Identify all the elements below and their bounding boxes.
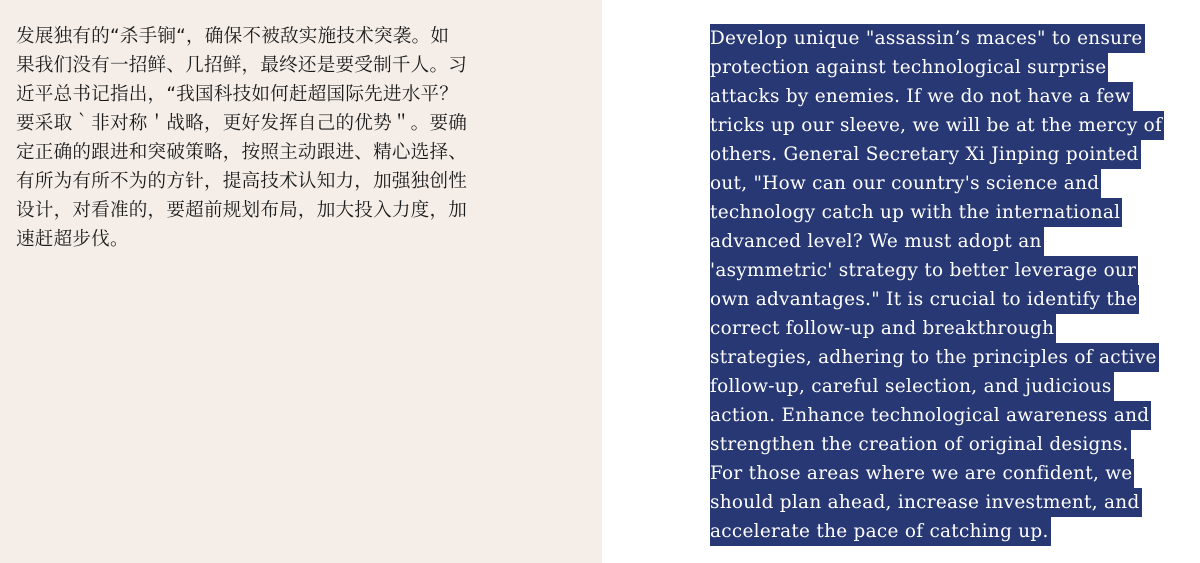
selected-text-line[interactable] — [710, 285, 1200, 314]
selected-text[interactable]: accelerate the pace of catching up. — [710, 517, 1051, 546]
selected-text-line[interactable] — [710, 343, 1200, 372]
selected-text-line[interactable] — [710, 24, 1200, 53]
source-text-line: 有所为有所不为的方针，提高技术认知力，加强独创性 — [16, 171, 468, 192]
source-text-line: 设计，对看准的，要超前规划布局，加大投入力度，加 — [16, 200, 468, 221]
selected-text-line[interactable] — [710, 256, 1200, 285]
selected-text-line[interactable] — [710, 169, 1200, 198]
selected-text[interactable]: tricks up our sleeve, we will be at the mercy of — [710, 111, 1164, 140]
source-text-line: 近平总书记指出，“我国科技如何赶超国际先进水平？ — [16, 84, 459, 105]
selected-text-line[interactable] — [710, 198, 1200, 227]
selected-text[interactable]: others. General Secretary Xi Jinping pointed — [710, 140, 1141, 169]
selected-text-line[interactable] — [710, 111, 1200, 140]
selected-text-line[interactable] — [710, 314, 1200, 343]
selected-text[interactable]: action. Enhance technological awareness and — [710, 401, 1151, 430]
translation-text-panel[interactable] — [602, 0, 1200, 563]
selected-text-line[interactable] — [710, 430, 1200, 459]
selected-text-line[interactable] — [710, 517, 1200, 546]
selected-text[interactable]: protection against technological surprise — [710, 53, 1108, 82]
selected-text[interactable]: out, "How can our country's science and — [710, 169, 1101, 198]
selected-text-line[interactable] — [710, 82, 1200, 111]
selected-text-line[interactable] — [710, 401, 1200, 430]
selected-text[interactable]: correct follow-up and breakthrough — [710, 314, 1056, 343]
selected-text[interactable]: own advantages." It is crucial to identify the — [710, 285, 1139, 314]
selected-text[interactable]: advanced level? We must adopt an — [710, 227, 1044, 256]
selected-text[interactable]: follow-up, careful selection, and judicious — [710, 372, 1114, 401]
selected-text-line[interactable] — [710, 140, 1200, 169]
selected-text[interactable]: attacks by enemies. If we do not have a few — [710, 82, 1133, 111]
source-text-line: 速赶超步伐。 — [16, 229, 129, 250]
selected-text-line[interactable] — [710, 372, 1200, 401]
source-text-line: 发展独有的“杀手锏“，确保不被敌实施技术突袭。如 — [16, 26, 450, 47]
selected-text[interactable]: strategies, adhering to the principles of active — [710, 343, 1159, 372]
selected-text[interactable]: strengthen the creation of original designs. — [710, 430, 1131, 459]
selected-text-line[interactable] — [710, 488, 1200, 517]
selected-text[interactable]: 'asymmetric' strategy to better leverage our — [710, 256, 1138, 285]
selected-text-line[interactable] — [710, 53, 1200, 82]
source-text-line: 果我们没有一招鲜、几招鲜，最终还是要受制千人。习 — [16, 55, 468, 76]
source-text-line: 定正确的跟进和突破策略，按照主动跟进、精心选择、 — [16, 142, 468, 163]
selected-text[interactable]: For those areas where we are confident, we — [710, 459, 1134, 488]
selected-text-line[interactable] — [710, 227, 1200, 256]
selected-text[interactable]: should plan ahead, increase investment, and — [710, 488, 1142, 517]
selected-text[interactable]: Develop unique "assassin’s maces" to ensure — [710, 24, 1145, 53]
selected-text[interactable]: technology catch up with the international — [710, 198, 1122, 227]
source-text-line: 要采取｀非对称＇战略，更好发挥自己的优势＂。要确 — [16, 113, 468, 134]
selected-text-line[interactable] — [710, 459, 1200, 488]
